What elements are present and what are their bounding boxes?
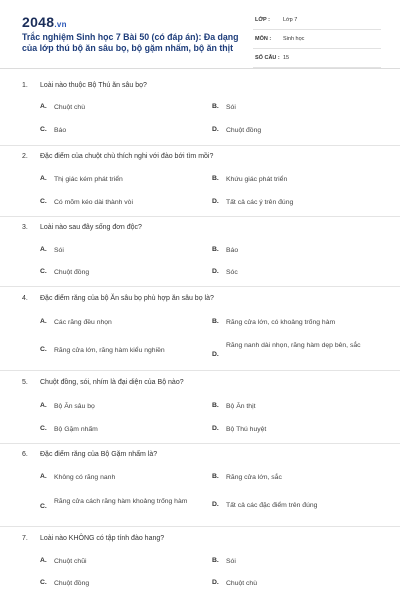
meta-row-socau: [253, 52, 381, 68]
divider: [0, 443, 400, 444]
site-logo[interactable]: [22, 14, 67, 30]
meta-value-mon: Sinh học: [283, 36, 305, 42]
divider: [0, 145, 400, 146]
meta-label-lop: LỚP :: [255, 17, 270, 23]
question-text: 5. Chuột đồng, sói, nhím là đại diện của Bộ nào?: [22, 379, 184, 386]
meta-value-socau: 15: [283, 55, 290, 61]
question-text: 6. Đặc điểm răng của Bộ Gặm nhấm là?: [22, 451, 158, 458]
divider: [0, 216, 400, 217]
meta-row-mon: [253, 33, 381, 49]
logo-main: 2048: [22, 14, 55, 30]
question-text: 7. Loài nào KHÔNG có tập tính đào hang?: [22, 535, 165, 542]
meta-row-lop: [253, 14, 381, 30]
meta-label-mon: MÔN :: [255, 36, 272, 42]
divider: [0, 526, 400, 527]
question-text: 4. Đặc điểm răng của bộ Ăn sâu bọ phù hợp ăn sâu bọ là?: [22, 295, 214, 302]
question-text: 1. Loài nào thuộc Bộ Thú ăn sâu bọ?: [22, 82, 147, 89]
page-header: [0, 0, 400, 69]
meta-value-lop: Lớp 7: [283, 17, 298, 23]
page-title: Trắc nghiệm Sinh học 7 Bài 50 (có đáp án): Đa dạng của lớp thú bộ ăn sâu bọ, bộ gặm nhấm, bộ ăn thịt: [22, 32, 239, 53]
question-text: 2. Đặc điểm của chuột chù thích nghi với đào bới tìm mồi?: [22, 153, 214, 160]
quiz-page: 2048.vn Trắc nghiệm Sinh học 7 Bài 50 (có đáp án): Đa dạng của lớp thú bộ ăn sâu bọ, bộ gặm nhấm, bộ ăn thịt LỚP : Lớp 7 MÔN : Sinh học SỐ CÂU : 15 1. Loài nào thuộc Bộ Thú ăn sâu bọ? A. Chuột chù B. Sói C. Báo D. Chuột đồng 2. Đặc điểm của chuột chù thích nghi với đào bới tìm mồi? A. Thị giác kém phát triển B. Khứu giác phát triển C. Có mõm kéo dài thành vòi D. Tất cả các ý trên đúng 3. Loài nào sau đây sống đơn độc? A. Sói B. Báo C. Chuột đồng D. Sóc 4. Đặc điểm răng của bộ Ăn sâu bọ phù hợp ăn sâu bọ là? A. Các răng đều nhọn B. Răng cửa lớn, có khoảng trống hàm C. Răng cửa lớn, răng hàm kiểu nghiền D. Răng nanh dài nhọn, răng hàm dẹp bên, sắc 5. Chuột đồng, sói, nhím là đại diện của Bộ nào? A. Bộ Ăn sâu bọ B. Bộ Ăn thịt C. Bộ Gặm nhấm D. Bộ Thú huyệt 6. Đặc điểm răng của Bộ Gặm nhấm là? A. Không có răng nanh B. Răng cửa lớn, sắc C. Răng cửa cách răng hàm khoảng trống hàm D. Tất cả các đặc điểm trên đúng 7. Loài nào KHÔNG có tập tính đào hang? A. Chuột chũi B. Sói C. Chuột đồng D. Chuột chù: [0, 0, 400, 600]
meta-label-socau: SỐ CÂU :: [255, 55, 280, 61]
divider: [0, 370, 400, 371]
logo-suffix: .vn: [54, 20, 67, 29]
question-text: 3. Loài nào sau đây sống đơn độc?: [22, 224, 142, 231]
meta-box: [253, 14, 381, 71]
divider: [0, 286, 400, 287]
